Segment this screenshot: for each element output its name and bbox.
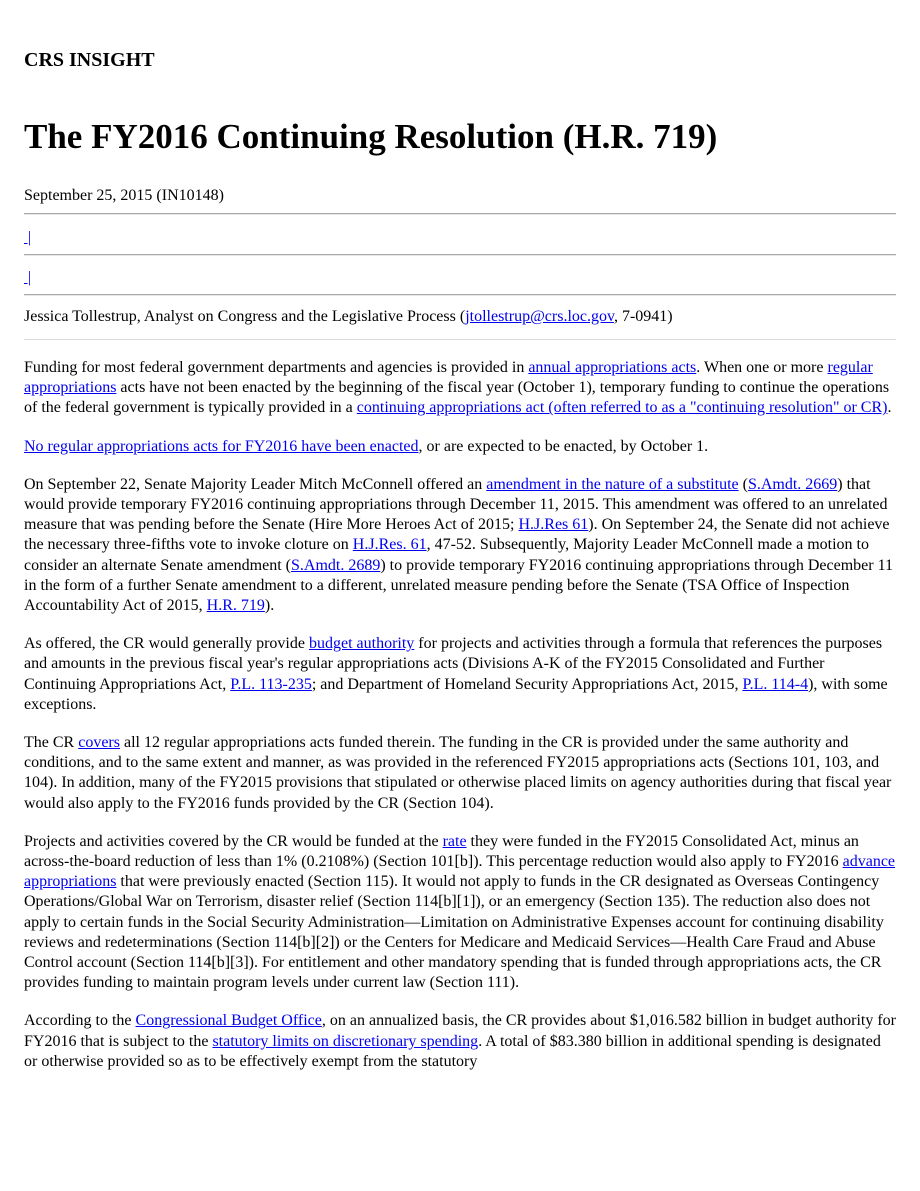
text: acts have not been enacted by the beginning of the fiscal year (October 1), temporary funding to continue the operations of the federal government is typically provided in a [24,379,890,417]
link-rate[interactable]: rate [442,832,467,850]
paragraph-6 [24,832,896,994]
divider [24,339,896,340]
text: As offered, the CR would generally provide [24,635,309,653]
article-body [24,358,896,1090]
text: ), with some exceptions. [24,675,888,713]
link-statutory-limits[interactable]: statutory limits on discretionary spending [212,1032,479,1050]
text: Projects and activities covered by the CR would be funded at the [24,832,443,850]
text: ; and Department of Homeland Security Appropriations Act, 2015, [311,675,743,693]
link-samdt-2669[interactable]: S.Amdt. 2669 [747,475,838,493]
author-phone: , 7-0941) [613,308,673,325]
link-pl-113-235[interactable]: P.L. 113-235 [230,675,312,693]
text: On September 22, Senate Majority Leader Mitch McConnell offered an [24,475,487,493]
link-annual-appropriations-acts[interactable]: annual appropriations acts [528,359,697,376]
text: . A total of $83.380 billion in additional spending is designated or otherwise provided so as to be effectively exempt from the statutory [24,1032,881,1070]
link-no-regular-appropriations[interactable]: No regular appropriations acts for FY2016 have been enacted [24,437,419,455]
paragraph-2 [24,437,896,457]
text: for projects and activities through a formula that references the purposes and amounts in the previous fiscal year's regular appropriations acts (Divisions A-K of the FY2015 Consolidated and Further Continuing Appropriations Act, [24,635,883,693]
text: ). [264,597,275,615]
empty-link-1[interactable]: | [24,229,32,246]
link-hjres-61-cloture[interactable]: H.J.Res. 61 [352,536,427,554]
author-email-link[interactable]: jtollestrup@crs.loc.gov [465,308,614,325]
link-budget-authority[interactable]: budget authority [308,635,415,653]
paragraph-7 [24,1011,896,1072]
paragraph-3 [24,475,896,616]
publication-date: September 25, 2015 (IN10148) [24,187,224,204]
divider [24,213,896,215]
paragraph-5 [24,733,896,814]
page-title: The FY2016 Continuing Resolution (H.R. 719) [24,117,718,156]
divider [24,294,896,296]
text: , or are expected to be enacted, by October 1. [418,437,709,455]
link-hjres-61[interactable]: H.J.Res 61 [518,516,589,534]
author-line [24,308,673,326]
link-hr-719[interactable]: H.R. 719 [206,597,265,615]
link-regular-appropriations[interactable]: regular appropriations [24,359,873,397]
link-continuing-appropriations-act[interactable]: continuing appropriations act (often referred to as a "continuing resolution" or CR) [356,399,888,417]
text: all 12 regular appropriations acts funded therein. The funding in the CR is provided under the same authority and conditions, and to the same extent and manner, as was provided in the referenced FY2015 appropriations acts (Sections 101, 103, and 104). In addition, many of the FY2015 provisions that stipulated or otherwise placed limits on agency authorities during that fiscal year would also apply to the FY2016 funds provided by the CR (Section 104). [24,734,892,812]
report-type-label: CRS INSIGHT [24,49,155,71]
link-advance-appropriations[interactable]: advance appropriations [24,853,896,891]
text: ( [738,475,748,493]
link-amendment-substitute[interactable]: amendment in the nature of a substitute [486,475,739,493]
text: According to the [24,1012,136,1030]
text: ) that would provide temporary FY2016 continuing appropriations through December 11, 2015. This amendment was offered to an unrelated measure that was pending before the Senate (Hire More Heroes Act of 2015; [24,475,888,534]
link-samdt-2689[interactable]: S.Amdt. 2689 [291,556,381,574]
text: . When one or more [696,359,828,376]
divider [24,254,896,256]
text: , on an annualized basis, the CR provides about $1,016.582 billion in budget authority for FY2016 that is subject to the [24,1012,897,1050]
text: that were previously enacted (Section 115). It would not apply to funds in the CR designated as Overseas Contingency Operations/Global War on Terrorism, disaster relief (Section 114[b][1]), or an emergency (Section 135). The reduction also does not apply to certain funds in the Social Security Administration—Limitation on Administrative Expenses account for continuing disability reviews and redeterminations (Section 114[b][2]) or the Centers for Medicare and Medicaid Services—Health Care Fraud and Abuse Control account (Section 114[b][3]). For entitlement and other mandatory spending that is funded through appropriations acts, the CR provides funding to maintain program levels under current law (Section 111). [24,873,884,992]
text: ). On September 24, the Senate did not achieve the necessary three-fifths vote to invoke cloture on [24,516,890,554]
paragraph-4 [24,634,896,715]
author-text: Jessica Tollestrup, Analyst on Congress and the Legislative Process ( [24,308,466,325]
text: Funding for most federal government departments and agencies is provided in [24,359,529,376]
text: , 47-52. Subsequently, Majority Leader McConnell made a motion to consider an alternate Senate amendment ( [24,536,869,574]
text: . [887,399,892,417]
text: The CR [24,734,79,752]
link-covers[interactable]: covers [78,734,120,752]
text: they were funded in the FY2015 Consolidated Act, minus an across-the-board reduction of less than 1% (0.2108%) (Section 101[b]). This percentage reduction would also apply to FY2016 [24,832,859,871]
text: ) to provide temporary FY2016 continuing appropriations through December 11 in the form of a further Senate amendment to a different, unrelated measure pending before the Senate (TSA Office of Inspection Accountability Act of 2015, [24,556,893,615]
link-pl-114-4[interactable]: P.L. 114-4 [742,675,809,693]
empty-link-2[interactable]: | [24,269,32,286]
paragraph-1 [24,358,896,419]
link-congressional-budget-office[interactable]: Congressional Budget Office [135,1012,322,1030]
